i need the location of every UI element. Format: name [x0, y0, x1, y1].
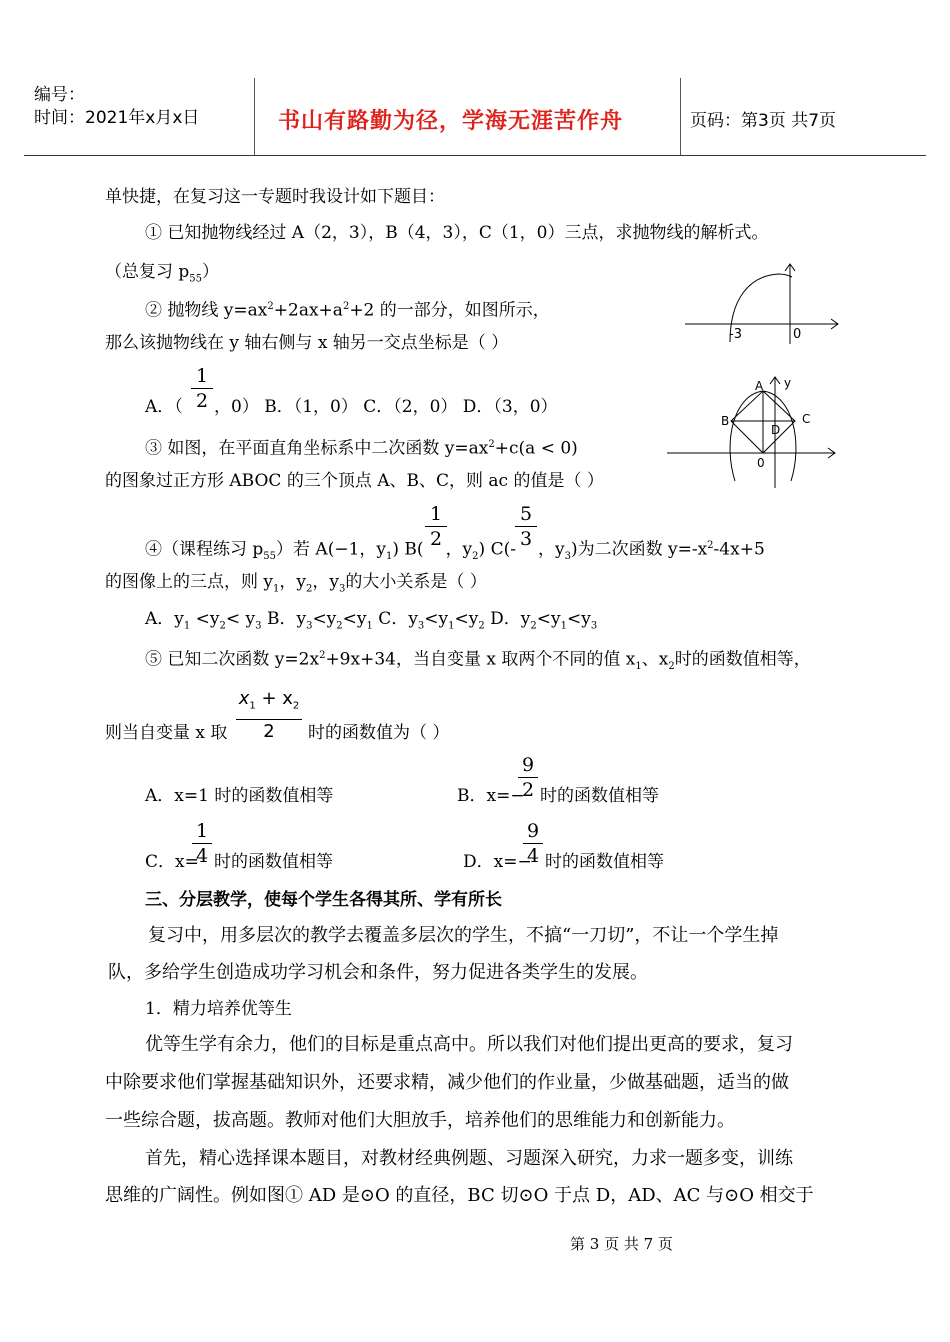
question-1-reference: （总复习 $p_{55}$） [105, 262, 220, 285]
paragraph-line: 复习中，用多层次的教学去覆盖多层次的学生，不搞“一刀切”，不让一个学生掉 [148, 925, 779, 946]
subsection-heading: 1．精力培养优等生 [145, 999, 292, 1019]
header-divider-left [254, 78, 255, 155]
paragraph-line: 优等生学有余力，他们的目标是重点高中。所以我们对他们提出更高的要求，复习 [145, 1034, 793, 1055]
question-5-option-b-prefix: B．x=− [457, 786, 525, 806]
fraction-one-quarter: 1 4 [192, 819, 212, 868]
parabola-figure-1 [680, 258, 845, 348]
question-2: ② 抛物线 $y=ax^2+2ax+a^2+2$ 的一部分，如图所示， [145, 300, 550, 321]
question-5-option-b-suffix: 时的函数值相等 [540, 786, 659, 806]
paragraph-line: 思维的广阔性。例如图① AD 是⊙O 的直径，BC 切⊙O 于点 D，AD、AC 与⊙O 相交于 [105, 1185, 814, 1206]
fraction-five-thirds: 5 3 [515, 502, 537, 551]
page-indicator: 页码：第3页 共7页 [690, 111, 837, 131]
fraction-x-average: $x_1 + x_2$ 2 [236, 687, 302, 744]
question-2-prompt: 那么该抛物线在 y 轴右侧与 x 轴另一交点坐标是（ ） [105, 333, 509, 353]
question-3-prompt: 的图象过正方形 ABOC 的三个顶点 A、B、C，则 ac 的值是（ ） [105, 471, 604, 491]
paragraph-line: 首先，精心选择课本题目，对教材经典例题、习题深入研究，力求一题多变，训练 [145, 1148, 793, 1169]
question-4: ④（课程练习 $p_{55}$）若 A(−1，$y_1$) B( ，$y_2$) C(- ，$y_3$)为二次函数 $y=-x^2-4x+5$ [145, 539, 765, 563]
question-5-prompt-a: 则当自变量 x 取 [105, 723, 228, 743]
question-5-option-c-prefix: C．x= [145, 852, 199, 872]
header-rule [24, 155, 926, 156]
question-1: ① 已知抛物线经过 A（2，3），B（4，3），C（1，0）三点，求抛物线的解析式。 [145, 223, 769, 243]
header-slogan: 书山有路勤为径，学海无涯苦作舟 [278, 109, 624, 134]
paragraph-line: 队，多给学生创造成功学习机会和条件，努力促进各类学生的发展。 [108, 962, 648, 983]
question-5: ⑤ 已知二次函数 $y=2x^2+9x+34$，当自变量 x 取两个不同的值 $x_1$、$x_2$时的函数值相等， [145, 649, 811, 673]
paragraph-line: 一些综合题，拔高题。教师对他们大胆放手，培养他们的思维能力和创新能力。 [105, 1110, 735, 1131]
fig1-label-neg3: -3 [729, 327, 742, 342]
question-5-option-c-suffix: 时的函数值相等 [214, 852, 333, 872]
fig1-label-origin: 0 [793, 327, 802, 342]
doc-number-label: 编号： [34, 85, 85, 105]
fig2-label-d: D [771, 423, 781, 437]
text-line: 单快捷，在复习这一专题时我设计如下题目： [105, 187, 445, 207]
page-footer: 第 3 页 共 7 页 [570, 1235, 673, 1253]
fraction-one-half-b: 1 2 [425, 502, 447, 551]
question-5-option-d-prefix: D．x=− [463, 852, 532, 872]
fraction-one-half: 1 2 [191, 364, 213, 413]
question-2-option-a-prefix: A．（ [145, 397, 183, 417]
fig2-label-y: y [784, 376, 792, 390]
question-2-options: ，0） B．（1，0） C．（2，0） D．（3，0） [214, 397, 558, 417]
fig2-label-b: B [721, 414, 730, 428]
question-4-options: A．$y_1 <y_2< y_3$ B．$y_3<y_2<y_1$ C．$y_3<y_1<y_2$ D．$y_2<y_1<y_3$ [145, 609, 598, 632]
question-5-option-d-suffix: 时的函数值相等 [545, 852, 664, 872]
fig2-label-origin: 0 [757, 456, 765, 470]
fraction-nine-quarters: 9 4 [523, 819, 543, 868]
question-5-option-a: A．x=1 时的函数值相等 [145, 786, 334, 806]
doc-time-label: 时间：2021年x月x日 [34, 108, 200, 128]
fig2-label-c: C [802, 412, 811, 426]
header-divider-right [680, 78, 681, 155]
fraction-nine-halves: 9 2 [518, 753, 538, 802]
parabola-square-figure [665, 373, 840, 493]
section-heading: 三、分层教学，使每个学生各得其所、学有所长 [145, 890, 502, 910]
question-4-prompt: 的图像上的三点，则 $y_1$，$y_2$，$y_3$的大小关系是（ ） [105, 572, 487, 595]
question-5-prompt-b: 时的函数值为（ ） [308, 723, 450, 743]
paragraph-line: 中除要求他们掌握基础知识外，还要求精，减少他们的作业量，少做基础题，适当的做 [105, 1072, 789, 1093]
fig2-label-a: A [755, 379, 764, 393]
question-3: ③ 如图，在平面直角坐标系中二次函数 $y=ax^2+c(a < 0)$ [145, 438, 578, 459]
